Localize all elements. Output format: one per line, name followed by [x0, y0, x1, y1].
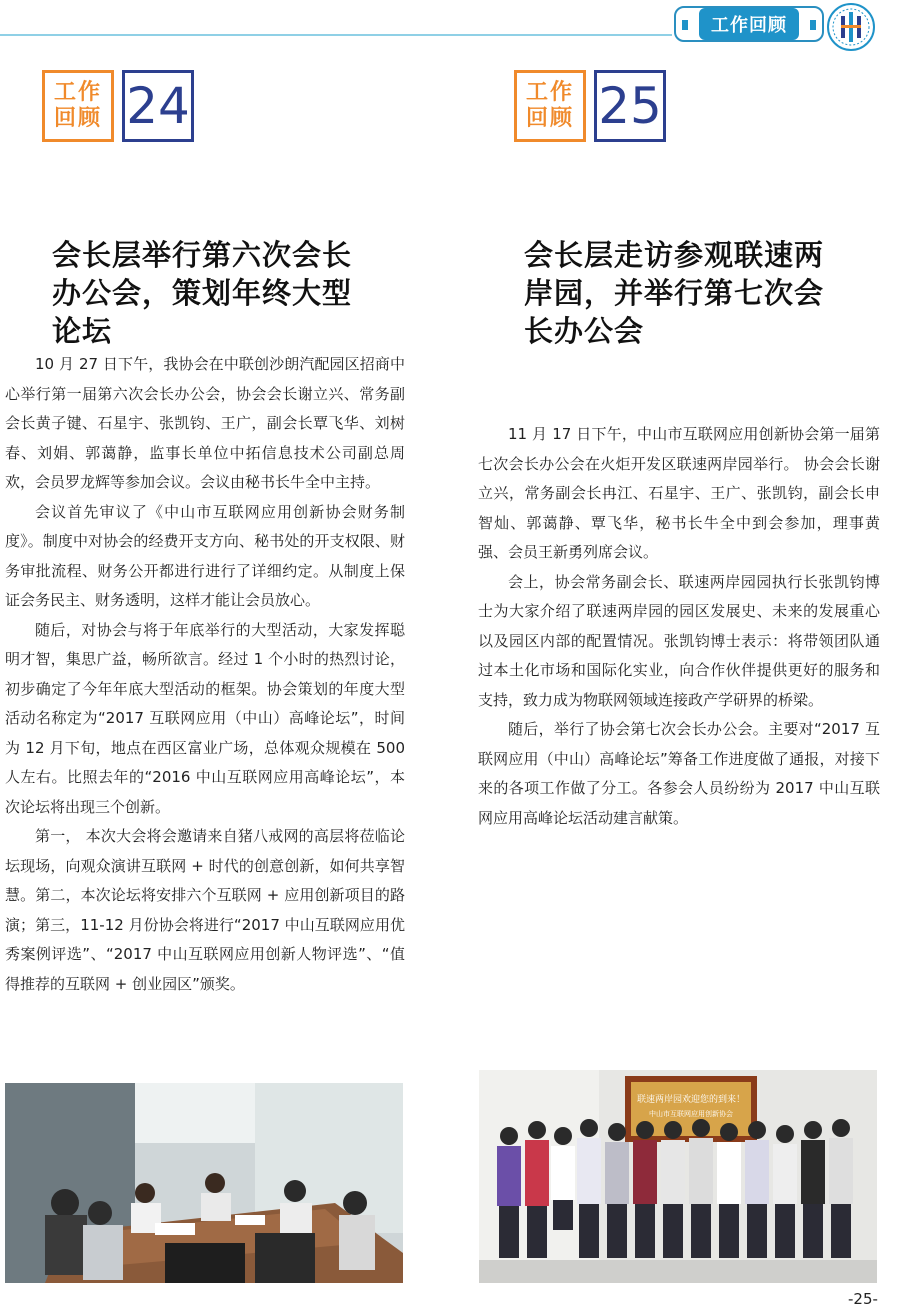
- title-line: 论坛: [52, 314, 113, 348]
- body-paragraph: 会议首先审议了《中山市互联网应用创新协会财务制度》。制度中对协会的经费开支方向、秘书处的开支权限、财务审批流程、财务公开都进行进行了详细约定。从制度上保证会务民主、财务透明，这样才能让会员放心。: [5, 502, 405, 609]
- title-line: 会长层举行第六次会长: [52, 238, 353, 272]
- tab-left-notch: [682, 20, 688, 30]
- section-badge-25: [514, 70, 666, 142]
- badge-label-line1: 工作: [53, 80, 102, 105]
- page-number: -25-: [848, 1290, 878, 1308]
- title-line: 长办公会: [524, 314, 645, 348]
- article-title-25: [524, 236, 824, 350]
- group-photo-25: [479, 1070, 877, 1283]
- badge-label-box: [514, 70, 586, 142]
- body-paragraph: 随后，对协会与将于年底举行的大型活动，大家发挥聪明才智，集思广益，畅所欲言。经过 1 个小时的热烈讨论，初步确定了今年年底大型活动的框架。协会策划的年度大型活动名称定为“2017 互联网应用（中山）高峰论坛”，时间为 12 月下旬，地点在西区富业广场，总体观众规模在 500 人左右。比照去年的“2016 中山互联网应用高峰论坛”，本次论坛将出现三个创新。: [5, 620, 405, 816]
- body-paragraph: 会上，协会常务副会长、联速两岸园园执行长张凯钧博士为大家介绍了联速两岸园的园区发展史、未来的发展重心以及园区内部的配置情况。张凯钧博士表示：将带领团队通过本土化市场和国际化实业，向合作伙伴提供更好的服务和支持，致力成为物联网领域连接政产学研界的桥梁。: [478, 572, 880, 709]
- body-paragraph: 10 月 27 日下午，我协会在中联创沙朗汽配园区招商中心举行第一届第六次会长办公会，协会会长谢立兴、常务副会长黄子键、石星宇、张凯钧、王广，副会长覃飞华、刘树春、刘娟、郭蔼静，监事长单位中拓信息技术公司副总周欢，会员罗龙辉等参加会议。会议由秘书长牛全中主持。: [5, 355, 405, 491]
- tab-right-notch: [810, 20, 816, 30]
- body-paragraph: 第一， 本次大会将会邀请来自猪八戒网的高层将莅临论坛现场，向观众演讲互联网 + 时代的创意创新，如何共享智慧。第二，本次论坛将安排六个互联网 + 应用创新项目的路演；第三，11-12 月份协会将进行“2017 中山互联网应用优秀案例评选”、“2017 中山互联网应用创新人物评选”、“值得推荐的互联网 + 创业园区”颁奖。: [5, 827, 405, 993]
- badge-label-box: [42, 70, 114, 142]
- body-paragraph: 随后，举行了协会第七次会长办公会。主要对“2017 互联网应用（中山）高峰论坛”筹备工作进度做了通报，对接下来的各项工作做了分工。各参会人员纷纷为 2017 中山互联网应用高峰论坛活动建言献策。: [478, 720, 880, 827]
- screen-welcome-text: 联速两岸园欢迎您的到来！: [636, 1095, 746, 1105]
- badge-number: 24: [122, 70, 194, 142]
- badge-label-line2: 回顾: [525, 106, 574, 131]
- header-section-tab: [674, 6, 824, 42]
- association-logo-icon: [826, 2, 876, 52]
- body-paragraph: 11 月 17 日下午，中山市互联网应用创新协会第一届第七次会长办公会在火炬开发区联速两岸园举行。 协会会长谢立兴，常务副会长冉江、石星宇、王广、张凯钧，副会长申智灿、郭蔼静、覃飞华，秘书长牛全中到会参加，理事黄强、会员王新勇列席会议。: [478, 425, 880, 561]
- section-badge-24: [42, 70, 194, 142]
- screen-org-text: 中山市互联网应用创新协会: [649, 1110, 733, 1118]
- header-divider: [0, 34, 672, 36]
- title-line: 岸园，并举行第七次会: [524, 276, 825, 310]
- badge-label-line2: 回顾: [53, 106, 102, 131]
- article-title-24: [52, 236, 352, 350]
- meeting-photo-24: [5, 1083, 403, 1283]
- badge-label-line1: 工作: [525, 80, 574, 105]
- article-body-24: [5, 350, 405, 999]
- title-line: 办公会，策划年终大型: [52, 276, 353, 310]
- header-tab-label: 工作回顾: [699, 8, 799, 40]
- article-body-25: [478, 420, 880, 833]
- badge-number: 25: [594, 70, 666, 142]
- title-line: 会长层走访参观联速两: [524, 238, 825, 272]
